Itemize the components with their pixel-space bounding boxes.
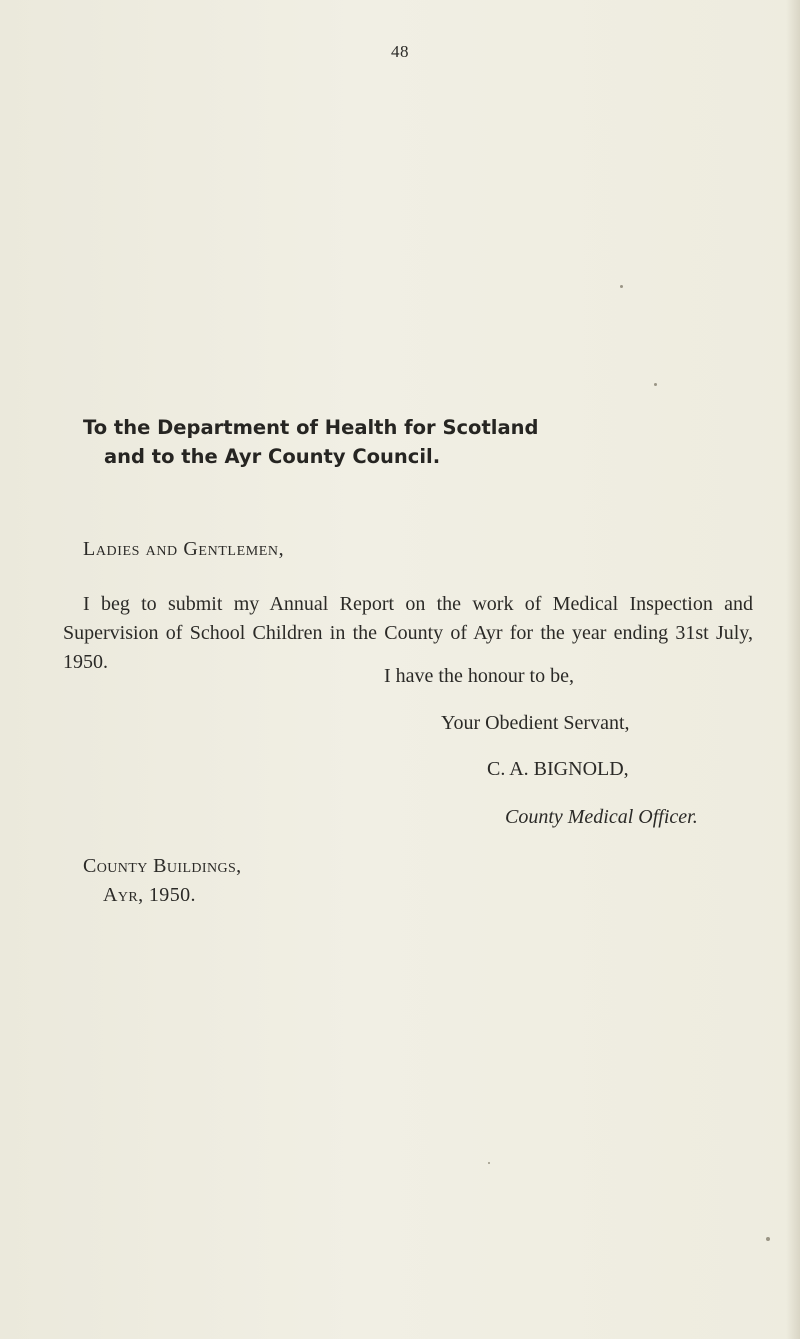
paper-speck — [654, 383, 657, 386]
addressee-block — [83, 413, 538, 471]
paper-speck — [620, 285, 623, 288]
addressee-line-2: and to the Ayr County Council. — [104, 445, 441, 468]
page-edge-shadow — [786, 0, 800, 1339]
letter-body: I beg to submit my Annual Report on the work of Medical Inspection and Supervision of School Children in the County of Ayr for the year ending 31st July, 1950. — [63, 593, 753, 673]
addressee-line-1: To the Department of Health for Scotland — [83, 416, 539, 439]
signatory-title: County Medical Officer. — [505, 806, 698, 828]
sender-address — [83, 852, 242, 910]
sender-address-line-1: County Buildings, — [83, 855, 242, 877]
signatory-name: C. A. BIGNOLD, — [487, 758, 629, 780]
paper-speck — [766, 1237, 770, 1241]
closing-honour: I have the honour to be, — [384, 665, 574, 687]
page-number: 48 — [391, 42, 409, 61]
sender-address-line-2: Ayr, 1950. — [103, 884, 196, 906]
paper-speck — [488, 1162, 490, 1164]
salutation: Ladies and Gentlemen, — [83, 538, 285, 560]
closing-servant: Your Obedient Servant, — [441, 712, 630, 734]
